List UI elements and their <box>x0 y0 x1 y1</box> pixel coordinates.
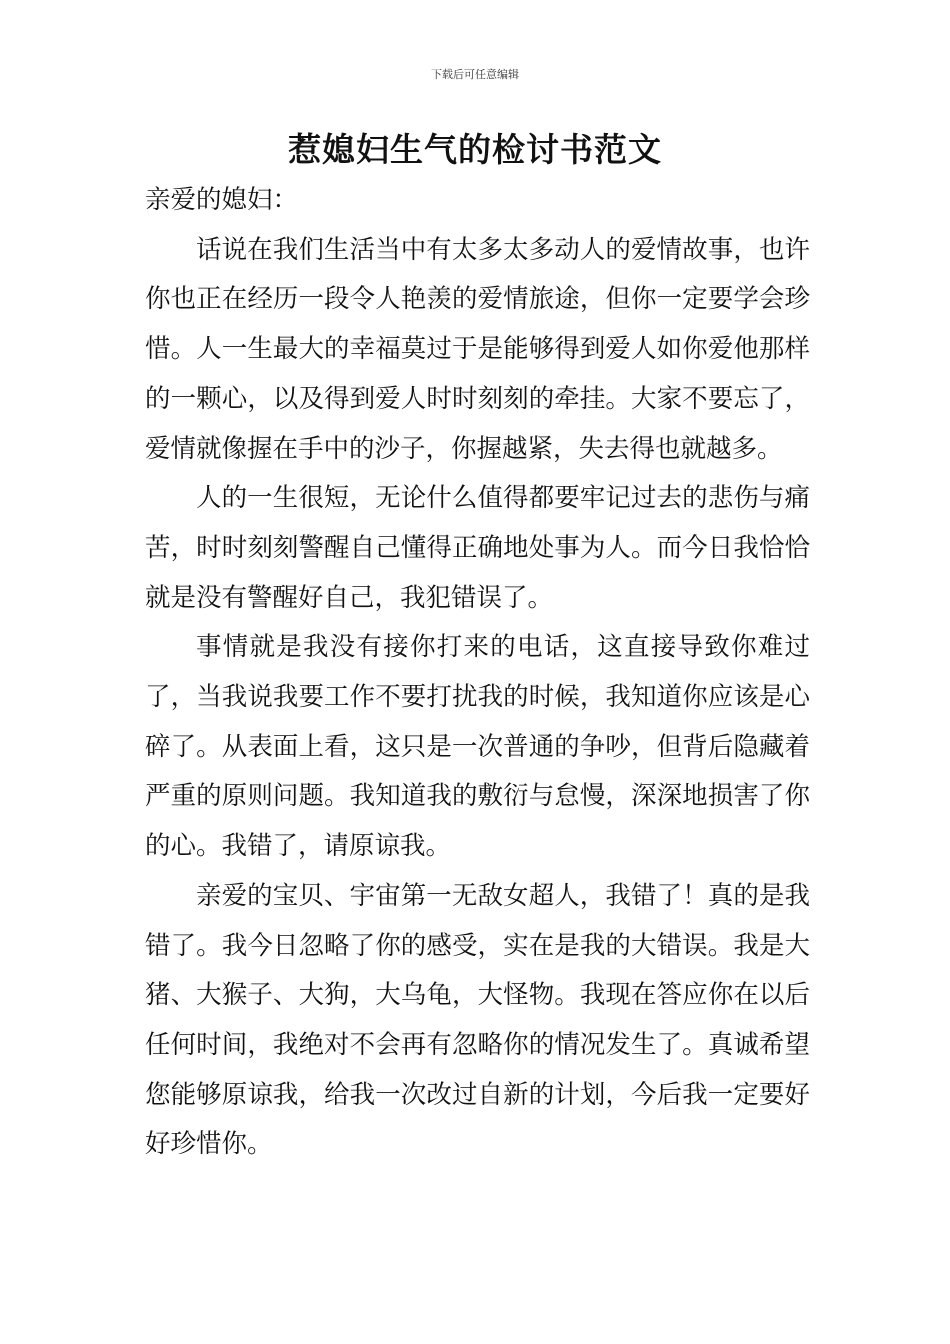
paragraph: 亲爱的宝贝、宇宙第一无敌女超人，我错了！真的是我错了。我今日忽略了你的感受，实在是我的大错误。我是大猪、大猴子、大狗，大乌龟，大怪物。我现在答应你在以后任何时间，我绝对不会再有忽略你的情况发生了。真诚希望您能够原谅我，给我一次改过自新的计划，今后我一定要好好珍惜你。 <box>145 880 810 1160</box>
document-body <box>145 176 810 1170</box>
paragraph: 话说在我们生活当中有太多太多动人的爱情故事，也许你也正在经历一段令人艳羡的爱情旅途，但你一定要学会珍惜。人一生最大的幸福莫过于是能够得到爱人如你爱他那样的一颗心，以及得到爱人时时刻刻的牵挂。大家不要忘了，爱情就像握在手中的沙子，你握越紧，失去得也就越多。 <box>145 234 810 464</box>
header-note: 下载后可任意编辑 <box>431 68 519 81</box>
paragraph: 事情就是我没有接你打来的电话，这直接导致你难过了，当我说我要工作不要打扰我的时候，我知道你应该是心碎了。从表面上看，这只是一次普通的争吵，但背后隐藏着严重的原则问题。我知道我的敷衍与怠慢，深深地损害了你的心。我错了，请原谅我。 <box>145 632 810 862</box>
salutation: 亲爱的媳妇： <box>145 185 299 215</box>
document-title: 惹媳妇生气的检讨书范文 <box>288 130 662 169</box>
paragraph: 人的一生很短，无论什么值得都要牢记过去的悲伤与痛苦，时时刻刻警醒自己懂得正确地处事为人。而今日我恰恰就是没有警醒好自己，我犯错误了。 <box>145 483 810 613</box>
